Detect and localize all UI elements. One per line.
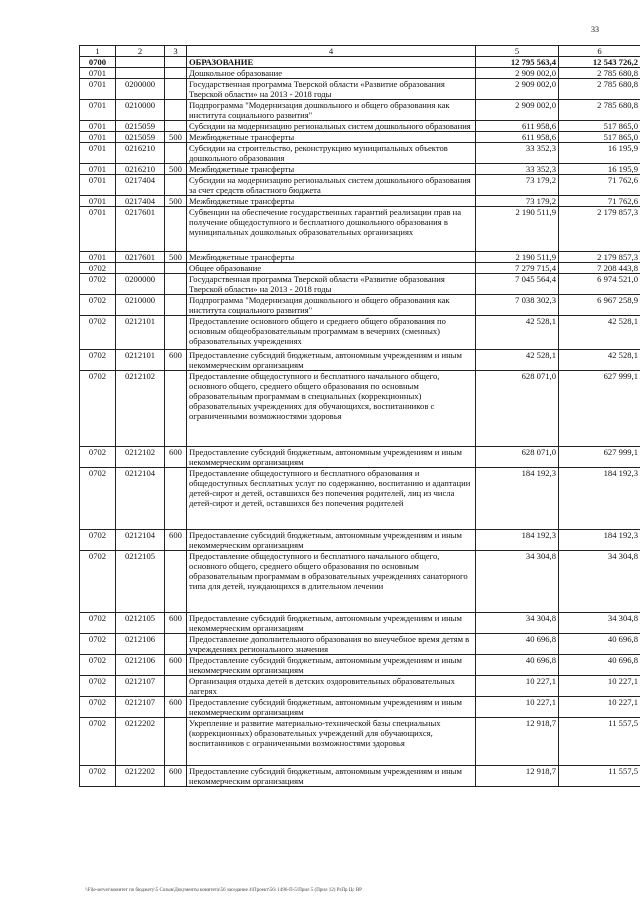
expense-type-code <box>165 263 187 274</box>
table-row <box>80 68 640 79</box>
amount-2: 16 195,9 <box>559 143 640 164</box>
header-cell: 6 <box>559 46 640 57</box>
target-article-code: 0216210 <box>116 164 165 175</box>
amount-2: 7 208 443,8 <box>559 263 640 274</box>
description: Предоставление общедоступного и бесплатного начального общего, основного общего, среднего общего образования по основным образовательным программам в специальных (коррекционных) образовательных учреждениях для обучающихся, воспитанников с ограниченными возможностями здоровья <box>187 371 476 447</box>
expense-type-code <box>165 371 187 447</box>
description: Межбюджетные трансферты <box>187 164 476 175</box>
target-article-code: 0216210 <box>116 143 165 164</box>
amount-2: 11 557,5 <box>559 718 640 766</box>
description: Общее образование <box>187 263 476 274</box>
description: Предоставление основного общего и среднего общего образования по основным общеобразовательным программам в вечерних (сменных) образовательных учреждениях <box>187 316 476 350</box>
expense-type-code <box>165 121 187 132</box>
section-code: 0702 <box>80 676 116 697</box>
target-article-code: 0212101 <box>116 316 165 350</box>
amount-2: 42 528,1 <box>559 350 640 371</box>
amount-1: 73 179,2 <box>476 196 559 207</box>
section-code: 0701 <box>80 207 116 252</box>
description: Организация отдыха детей в детских оздоровительных образовательных лагерях <box>187 676 476 697</box>
table-row <box>80 143 640 164</box>
section-code: 0702 <box>80 274 116 295</box>
table-row <box>80 530 640 551</box>
amount-2: 10 227,1 <box>559 697 640 718</box>
table-row <box>80 718 640 766</box>
expense-type-code <box>165 551 187 613</box>
amount-1: 10 227,1 <box>476 676 559 697</box>
target-article-code: 0212106 <box>116 655 165 676</box>
expense-type-code <box>165 274 187 295</box>
header-cell: 4 <box>187 46 476 57</box>
budget-table <box>79 45 640 787</box>
table-row <box>80 468 640 530</box>
header-cell: 5 <box>476 46 559 57</box>
target-article-code: 0212102 <box>116 447 165 468</box>
expense-type-code: 500 <box>165 132 187 143</box>
table-row <box>80 252 640 263</box>
section-code: 0702 <box>80 447 116 468</box>
table-row <box>80 676 640 697</box>
section-code: 0701 <box>80 100 116 121</box>
description: Предоставление субсидий бюджетным, автономным учреждениям и иным некоммерческим организациям <box>187 766 476 787</box>
target-article-code: 0212105 <box>116 551 165 613</box>
amount-1: 40 696,8 <box>476 655 559 676</box>
section-code: 0701 <box>80 252 116 263</box>
expense-type-code <box>165 295 187 316</box>
target-article-code: 0200000 <box>116 274 165 295</box>
expense-type-code <box>165 100 187 121</box>
section-code: 0702 <box>80 371 116 447</box>
target-article-code: 0212106 <box>116 634 165 655</box>
section-code: 0702 <box>80 718 116 766</box>
expense-type-code: 500 <box>165 164 187 175</box>
section-code: 0702 <box>80 295 116 316</box>
description: Предоставление субсидий бюджетным, автономным учреждениям и иным некоммерческим организациям <box>187 613 476 634</box>
section-code: 0702 <box>80 530 116 551</box>
amount-1: 42 528,1 <box>476 316 559 350</box>
description: Подпрограмма "Модернизация дошкольного и общего образования как института социального развития" <box>187 100 476 121</box>
expense-type-code: 600 <box>165 613 187 634</box>
target-article-code: 0217601 <box>116 252 165 263</box>
target-article-code: 0217601 <box>116 207 165 252</box>
target-article-code: 0215059 <box>116 132 165 143</box>
amount-1: 34 304,8 <box>476 613 559 634</box>
section-code: 0702 <box>80 634 116 655</box>
amount-1: 2 909 002,0 <box>476 68 559 79</box>
expense-type-code <box>165 207 187 252</box>
expense-type-code: 600 <box>165 655 187 676</box>
section-code: 0702 <box>80 350 116 371</box>
table-row <box>80 79 640 100</box>
header-cell: 3 <box>165 46 187 57</box>
expense-type-code: 500 <box>165 252 187 263</box>
section-code: 0702 <box>80 655 116 676</box>
amount-1: 12 918,7 <box>476 718 559 766</box>
expense-type-code <box>165 79 187 100</box>
table-row <box>80 613 640 634</box>
table-row <box>80 196 640 207</box>
description: Межбюджетные трансферты <box>187 252 476 263</box>
section-code: 0701 <box>80 143 116 164</box>
expense-type-code <box>165 175 187 196</box>
table-row <box>80 175 640 196</box>
target-article-code: 0212202 <box>116 766 165 787</box>
amount-2: 71 762,6 <box>559 175 640 196</box>
amount-1: 184 192,3 <box>476 468 559 530</box>
section-code: 0702 <box>80 263 116 274</box>
amount-2: 71 762,6 <box>559 196 640 207</box>
section-code: 0701 <box>80 68 116 79</box>
table-row <box>80 316 640 350</box>
target-article-code <box>116 57 165 68</box>
header-cell: 2 <box>116 46 165 57</box>
description: Межбюджетные трансферты <box>187 196 476 207</box>
description: Предоставление общедоступного и бесплатного начального общего, основного общего, среднего общего образования по основным образовательным программам в образовательных учреждениях санаторного типа для детей, нуждающихся в длительном лечении <box>187 551 476 613</box>
amount-2: 6 967 258,9 <box>559 295 640 316</box>
table-row <box>80 274 640 295</box>
target-article-code: 0212107 <box>116 676 165 697</box>
amount-1: 628 071,0 <box>476 371 559 447</box>
table-header <box>80 46 640 57</box>
target-article-code: 0200000 <box>116 79 165 100</box>
description: Государственная программа Тверской области «Развитие образования Тверской области» на 2013 - 2018 годы <box>187 274 476 295</box>
section-code: 0702 <box>80 766 116 787</box>
description: Укрепление и развитие материально-технической базы специальных (коррекционных) образовательных учреждений для обучающихся, воспитанников с ограниченными возможностями здоровья <box>187 718 476 766</box>
target-article-code: 0212104 <box>116 530 165 551</box>
amount-1: 2 909 002,0 <box>476 79 559 100</box>
section-code: 0702 <box>80 316 116 350</box>
table-row <box>80 207 640 252</box>
target-article-code: 0217404 <box>116 196 165 207</box>
description: Предоставление общедоступного и бесплатного образования и общедоступных бесплатных услуг по содержанию, воспитанию и адаптации детей-сирот и детей, оставшихся без попечения родителей, лиц из числа детей-сирот и детей, оставшихся без попечения родителей <box>187 468 476 530</box>
expense-type-code: 600 <box>165 350 187 371</box>
amount-2: 40 696,8 <box>559 655 640 676</box>
amount-1: 611 958,6 <box>476 132 559 143</box>
amount-1: 611 958,6 <box>476 121 559 132</box>
table-row <box>80 164 640 175</box>
target-article-code: 0210000 <box>116 295 165 316</box>
description: Предоставление субсидий бюджетным, автономным учреждениям и иным некоммерческим организациям <box>187 350 476 371</box>
target-article-code: 0212105 <box>116 613 165 634</box>
amount-1: 10 227,1 <box>476 697 559 718</box>
section-code: 0702 <box>80 697 116 718</box>
expense-type-code <box>165 676 187 697</box>
amount-2: 10 227,1 <box>559 676 640 697</box>
target-article-code: 0212102 <box>116 371 165 447</box>
amount-2: 34 304,8 <box>559 551 640 613</box>
target-article-code: 0212202 <box>116 718 165 766</box>
amount-2: 2 785 680,8 <box>559 68 640 79</box>
table-row <box>80 447 640 468</box>
description: Субсидии на модернизацию региональных систем дошкольного образования за счет средств областного бюджета <box>187 175 476 196</box>
table-row <box>80 263 640 274</box>
description: Предоставление субсидий бюджетным, автономным учреждениям и иным некоммерческим организациям <box>187 655 476 676</box>
amount-1: 12 795 563,4 <box>476 57 559 68</box>
amount-1: 34 304,8 <box>476 551 559 613</box>
table-row <box>80 371 640 447</box>
expense-type-code: 500 <box>165 196 187 207</box>
amount-2: 12 543 726,2 <box>559 57 640 68</box>
expense-type-code <box>165 316 187 350</box>
expense-type-code: 600 <box>165 530 187 551</box>
description: Государственная программа Тверской области «Развитие образования Тверской области» на 2013 - 2018 годы <box>187 79 476 100</box>
amount-1: 40 696,8 <box>476 634 559 655</box>
description: Предоставление субсидий бюджетным, автономным учреждениям и иным некоммерческим организациям <box>187 530 476 551</box>
amount-1: 7 279 715,4 <box>476 263 559 274</box>
amount-2: 2 179 857,3 <box>559 252 640 263</box>
section-code: 0701 <box>80 175 116 196</box>
section-code: 0700 <box>80 57 116 68</box>
target-article-code <box>116 263 165 274</box>
expense-type-code <box>165 718 187 766</box>
expense-type-code <box>165 468 187 530</box>
amount-2: 34 304,8 <box>559 613 640 634</box>
target-article-code: 0210000 <box>116 100 165 121</box>
table-row <box>80 132 640 143</box>
expense-type-code: 600 <box>165 447 187 468</box>
section-code: 0702 <box>80 613 116 634</box>
table-row <box>80 57 640 68</box>
page-number: 33 <box>591 25 599 34</box>
amount-2: 2 785 680,8 <box>559 79 640 100</box>
target-article-code: 0212104 <box>116 468 165 530</box>
table-row <box>80 100 640 121</box>
amount-1: 628 071,0 <box>476 447 559 468</box>
table-row <box>80 766 640 787</box>
description: Предоставление дополнительного образования во внеучебное время детям в учреждениях регионального значения <box>187 634 476 655</box>
amount-1: 33 352,3 <box>476 164 559 175</box>
amount-2: 517 865,0 <box>559 121 640 132</box>
amount-1: 2 909 002,0 <box>476 100 559 121</box>
table-row <box>80 634 640 655</box>
amount-2: 40 696,8 <box>559 634 640 655</box>
amount-1: 12 918,7 <box>476 766 559 787</box>
amount-2: 627 999,1 <box>559 447 640 468</box>
amount-1: 7 045 564,4 <box>476 274 559 295</box>
expense-type-code <box>165 634 187 655</box>
amount-2: 11 557,5 <box>559 766 640 787</box>
target-article-code: 0212101 <box>116 350 165 371</box>
target-article-code <box>116 68 165 79</box>
amount-1: 7 038 302,3 <box>476 295 559 316</box>
amount-2: 2 785 680,8 <box>559 100 640 121</box>
description: Предоставление субсидий бюджетным, автономным учреждениям и иным некоммерческим организациям <box>187 447 476 468</box>
section-code: 0702 <box>80 551 116 613</box>
description: Субсидии на строительство, реконструкцию муниципальных объектов дошкольного образования <box>187 143 476 164</box>
amount-2: 184 192,3 <box>559 530 640 551</box>
amount-1: 2 190 511,9 <box>476 252 559 263</box>
expense-type-code <box>165 68 187 79</box>
description: Предоставление субсидий бюджетным, автономным учреждениям и иным некоммерческим организациям <box>187 697 476 718</box>
header-cell: 1 <box>80 46 116 57</box>
table-row <box>80 655 640 676</box>
target-article-code: 0217404 <box>116 175 165 196</box>
amount-1: 33 352,3 <box>476 143 559 164</box>
description: Субсидии на модернизацию региональных систем дошкольного образования <box>187 121 476 132</box>
description: ОБРАЗОВАНИЕ <box>187 57 476 68</box>
table-row <box>80 697 640 718</box>
file-path-footer: \\File-server\комитет по бюджету\5 Созыв\Документы комитета\56 заседание 4\Проект\56\ 1496-П-5\Прил 5 (Прил 12) РзПр Цс ВР <box>85 888 362 893</box>
amount-1: 2 190 511,9 <box>476 207 559 252</box>
section-code: 0701 <box>80 121 116 132</box>
amount-2: 42 528,1 <box>559 316 640 350</box>
description: Межбюджетные трансферты <box>187 132 476 143</box>
expense-type-code <box>165 57 187 68</box>
section-code: 0702 <box>80 468 116 530</box>
amount-2: 2 179 857,3 <box>559 207 640 252</box>
target-article-code: 0215059 <box>116 121 165 132</box>
amount-1: 42 528,1 <box>476 350 559 371</box>
description: Дошкольное образование <box>187 68 476 79</box>
description: Субвенции на обеспечение государственных гарантий реализации прав на получение общедоступного и бесплатного дошкольного образования в муниципальных дошкольных образовательных организациях <box>187 207 476 252</box>
table-body <box>80 57 640 787</box>
table-row <box>80 295 640 316</box>
table-row <box>80 350 640 371</box>
amount-1: 73 179,2 <box>476 175 559 196</box>
amount-1: 184 192,3 <box>476 530 559 551</box>
amount-2: 6 974 521,0 <box>559 274 640 295</box>
table-row <box>80 551 640 613</box>
amount-2: 16 195,9 <box>559 164 640 175</box>
table-row <box>80 121 640 132</box>
expense-type-code: 600 <box>165 766 187 787</box>
amount-2: 627 999,1 <box>559 371 640 447</box>
amount-2: 517 865,0 <box>559 132 640 143</box>
section-code: 0701 <box>80 132 116 143</box>
section-code: 0701 <box>80 196 116 207</box>
section-code: 0701 <box>80 79 116 100</box>
amount-2: 184 192,3 <box>559 468 640 530</box>
description: Подпрограмма "Модернизация дошкольного и общего образования как института социального развития" <box>187 295 476 316</box>
expense-type-code: 600 <box>165 697 187 718</box>
expense-type-code <box>165 143 187 164</box>
section-code: 0701 <box>80 164 116 175</box>
target-article-code: 0212107 <box>116 697 165 718</box>
